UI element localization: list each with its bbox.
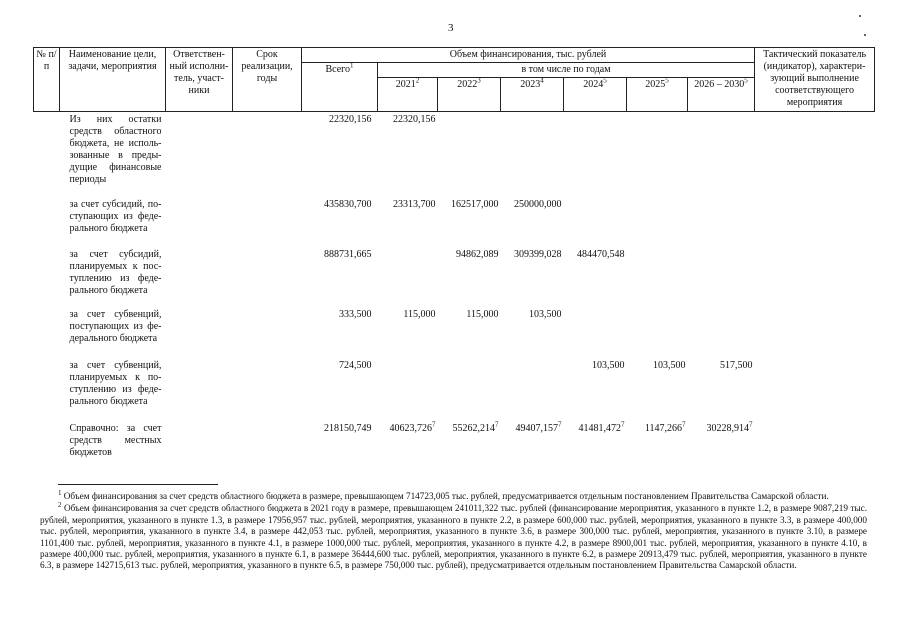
footnote-ref: 7 xyxy=(558,420,562,429)
row-y2025 xyxy=(627,197,688,247)
row-y2022-value: 94862,089 xyxy=(456,248,499,260)
row-y2023 xyxy=(501,358,564,421)
row-y2026 xyxy=(688,307,755,358)
row-name: за счет субсидий, по-ступающих из феде-рального бюджета xyxy=(69,198,162,234)
row-y2024-value: 484470,548 xyxy=(577,248,625,260)
row-y2025 xyxy=(627,247,688,307)
row-y2022 xyxy=(438,247,501,307)
row-indicator xyxy=(755,197,875,247)
row-total: 724,500 xyxy=(339,359,372,371)
row-y2023 xyxy=(501,307,564,358)
row-y2025-value: 103,500 xyxy=(653,359,686,371)
row-number xyxy=(34,197,60,247)
row-y2025 xyxy=(627,112,688,197)
row-y2022-value: 55262,214 xyxy=(452,422,495,434)
row-y2021 xyxy=(378,307,438,358)
table-row xyxy=(34,247,875,307)
footnote-ref: 5 xyxy=(603,76,607,85)
row-y2022-value: 162517,000 xyxy=(451,198,499,210)
row-indicator xyxy=(755,247,875,307)
col-header-number: № п/п xyxy=(34,48,60,112)
footnote-ref: 4 xyxy=(540,76,544,85)
footnote-text: Объем финансирования за счет средств областного бюджета в 2021 году в размере, превышающем 241011,322 тыс. рублей (финансирование мероприятия, указанного в пункте 1.2, в размере 9087,219 тыс. рублей, мероприятия, указанного в пункте 1.3, в размере 17956,957 тыс. рублей, мероприятия, указанного в пункте 2.2, в размере 600,000 тыс. рублей, мероприятия, указанного в пункте 3.3, в размере 400,000 тыс. рублей, мероприятия, указанного в пункте 3.4, в размере 442,053 тыс. рублей, мероприятия, указанного в пункте 3.6, в размере 300,000 тыс. рублей, мероприятия, указанного в пункте 3.10, в размере 1101,400 тыс. рублей, мероприятия, указанного в пункте 4.1, в размере 1000,000 тыс. рублей, мероприятия, указанного в пункте 4.2, в размере 8900,001 тыс. рублей, мероприятия, указанного в пункте 4.10, в размере 400,000 тыс. рублей, мероприятия, указанного в пункте 6.1, в размере 36444,600 тыс. рублей, мероприятия, указанного в пункте 6.2, в размере 20913,479 тыс. рублей, мероприятия, указанного в пункте 6.3, в размере 142715,613 тыс. рублей, мероприятия, указанного в пункте 6.5, в размере 750,000 тыс. рублей), предусматривается отдельным постановлением Правительства Самарской области. xyxy=(40,503,868,571)
col-header-year-2022 xyxy=(438,78,501,112)
row-y2021-value: 40623,726 xyxy=(389,422,432,434)
financing-table xyxy=(33,47,875,465)
col-header-funding: Объем финансирования, тыс. рублей xyxy=(302,48,755,63)
footnote-ref: 3 xyxy=(477,76,481,85)
row-indicator xyxy=(755,421,875,465)
row-y2022-value: 115,000 xyxy=(466,308,499,320)
col-header-year-label: 2025 xyxy=(645,79,666,90)
row-y2024 xyxy=(564,247,627,307)
scan-speck xyxy=(864,34,866,36)
row-y2024 xyxy=(564,307,627,358)
footnote-ref: 5 xyxy=(665,76,669,85)
col-header-name: Наименование цели, задачи, мероприятия xyxy=(60,48,166,112)
row-name: за счет субвенций, планируемых к по-ступлению из феде-рального бюджета xyxy=(69,359,162,407)
table-row xyxy=(34,112,875,197)
row-y2023 xyxy=(501,421,564,465)
row-total: 333,500 xyxy=(339,308,372,320)
footnote-ref: 2 xyxy=(415,76,420,85)
col-header-total-label: Всего xyxy=(325,64,351,75)
row-y2021 xyxy=(378,112,438,197)
footnote-ref: 7 xyxy=(495,420,499,429)
row-name: за счет субвенций, поступающих из фе-дерального бюджета xyxy=(69,308,162,344)
row-y2025-value: 1147,266 xyxy=(644,422,682,434)
row-responsible xyxy=(166,197,233,247)
row-number xyxy=(34,307,60,358)
row-y2021 xyxy=(378,358,438,421)
row-y2026-value: 30228,914 xyxy=(706,422,750,434)
row-y2022 xyxy=(438,358,501,421)
row-total: 435830,700 xyxy=(324,198,372,210)
col-header-total xyxy=(302,63,378,112)
footnote-ref: 7 xyxy=(621,420,625,429)
row-responsible xyxy=(166,421,233,465)
row-number xyxy=(34,247,60,307)
table-row xyxy=(34,307,875,358)
row-responsible xyxy=(166,247,233,307)
row-responsible xyxy=(166,358,233,421)
row-y2024-value: 103,500 xyxy=(592,359,625,371)
footnote-ref: 7 xyxy=(432,420,436,429)
row-total: 888731,665 xyxy=(324,248,372,260)
row-y2021-value: 22320,156 xyxy=(393,114,436,125)
row-y2023 xyxy=(501,197,564,247)
scan-speck xyxy=(859,15,861,17)
footnote-mark: 2 xyxy=(58,501,62,510)
footnote-text: Объем финансирования за счет средств областного бюджета в размере, превышающем 714723,005 тыс. рублей, предусматривается отдельным постановлением Правительства Самарской области. xyxy=(63,491,829,501)
row-y2023 xyxy=(501,247,564,307)
row-y2024 xyxy=(564,197,627,247)
footnote-ref: 5 xyxy=(744,76,748,85)
row-number xyxy=(34,112,60,197)
row-y2026 xyxy=(688,197,755,247)
row-term xyxy=(233,112,302,197)
row-y2021-value: 115,000 xyxy=(403,308,436,320)
row-y2025 xyxy=(627,421,688,465)
row-y2022 xyxy=(438,421,501,465)
row-y2021-value: 23313,700 xyxy=(393,198,436,210)
col-header-year-label: 2021 xyxy=(395,79,416,90)
col-header-year-label: 2023 xyxy=(520,79,541,90)
row-y2025 xyxy=(627,307,688,358)
row-y2026 xyxy=(688,247,755,307)
row-y2023-value: 309399,028 xyxy=(514,248,562,260)
footnote-ref: 1 xyxy=(350,61,354,70)
footnote xyxy=(40,488,867,502)
col-header-year-2025 xyxy=(627,78,688,112)
row-y2024 xyxy=(564,112,627,197)
row-term xyxy=(233,247,302,307)
col-header-by-years: в том числе по годам xyxy=(378,63,755,78)
col-header-year-2023 xyxy=(501,78,564,112)
row-name: Из них остатки средств областного бюджета, не исполь-зованные в преды-дущие финансовые периоды xyxy=(69,114,162,185)
row-indicator xyxy=(755,112,875,197)
footnote xyxy=(40,503,867,571)
row-term xyxy=(233,197,302,247)
col-header-year-2021 xyxy=(378,78,438,112)
row-responsible xyxy=(166,307,233,358)
table-row xyxy=(34,421,875,465)
row-responsible xyxy=(166,112,233,197)
row-term xyxy=(233,358,302,421)
page-number: 3 xyxy=(448,22,454,34)
col-header-year-label: 2026 – 2030 xyxy=(694,79,745,90)
row-y2026 xyxy=(688,358,755,421)
row-y2021 xyxy=(378,421,438,465)
table-row xyxy=(34,358,875,421)
row-indicator xyxy=(755,358,875,421)
row-y2023-value: 250000,000 xyxy=(514,198,562,210)
footnote-separator xyxy=(58,484,218,485)
row-y2026 xyxy=(688,421,755,465)
footnotes xyxy=(40,488,868,573)
row-name: за счет субсидий, планируемых к пос-туплению из феде-рального бюджета xyxy=(69,248,162,296)
row-y2025 xyxy=(627,358,688,421)
col-header-indicator: Тактический показатель (индикатор), характери-зующий выполнение соответствующего мероприятия xyxy=(755,48,875,112)
col-header-year-2026-2030 xyxy=(688,78,755,112)
row-y2023 xyxy=(501,112,564,197)
row-number xyxy=(34,358,60,421)
row-total: 22320,156 xyxy=(329,114,372,125)
table-row xyxy=(34,197,875,247)
row-y2022 xyxy=(438,307,501,358)
col-header-year-2024 xyxy=(564,78,627,112)
row-y2021 xyxy=(378,247,438,307)
row-y2026 xyxy=(688,112,755,197)
row-y2023-value: 103,500 xyxy=(529,308,562,320)
row-y2024 xyxy=(564,421,627,465)
row-term xyxy=(233,307,302,358)
row-y2022 xyxy=(438,112,501,197)
col-header-responsible: Ответствен-ный исполни-тель, участ-ники xyxy=(166,48,233,112)
row-name: Справочно: за счет средств местных бюджетов xyxy=(69,422,162,458)
row-term xyxy=(233,421,302,465)
col-header-term: Срок реализации, годы xyxy=(233,48,302,112)
row-y2021 xyxy=(378,197,438,247)
footnote-ref: 7 xyxy=(682,420,686,429)
row-total: 218150,749 xyxy=(324,422,372,434)
row-number xyxy=(34,421,60,465)
row-y2022 xyxy=(438,197,501,247)
col-header-year-label: 2024 xyxy=(583,79,604,90)
row-y2023-value: 49407,157 xyxy=(515,422,558,434)
row-indicator xyxy=(755,307,875,358)
col-header-year-label: 2022 xyxy=(457,79,478,90)
footnote-ref: 7 xyxy=(749,420,753,429)
row-y2024-value: 41481,472 xyxy=(578,422,621,434)
footnote-mark: 1 xyxy=(58,488,62,497)
row-y2024 xyxy=(564,358,627,421)
row-y2026-value: 517,500 xyxy=(720,359,753,371)
